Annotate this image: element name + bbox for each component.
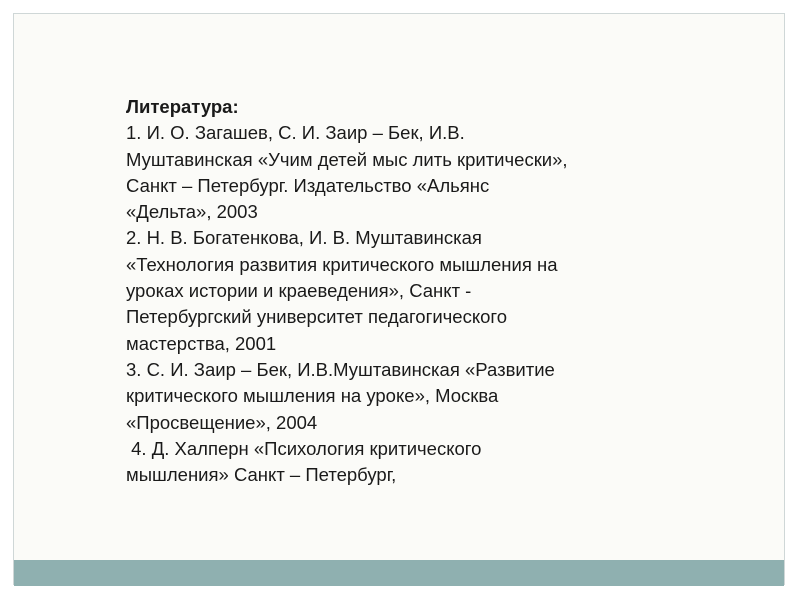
text-line: 4. Д. Халперн «Психология критического bbox=[126, 437, 482, 459]
text-line: «Технология развития критического мышления на bbox=[126, 253, 558, 275]
text-line: уроках истории и краеведения», Санкт - bbox=[126, 280, 472, 302]
text-line: 2. Н. В. Богатенкова, И. В. Муштавинская bbox=[126, 227, 482, 249]
text-line: критического мышления на уроке», Москва bbox=[126, 385, 499, 407]
text-line: Муштавинская «Учим детей мыс лить критически», bbox=[126, 148, 568, 170]
text-line: 3. С. И. Заир – Бек, И.В.Муштавинская «Развитие bbox=[126, 358, 555, 380]
text-line: «Просвещение», 2004 bbox=[126, 411, 318, 433]
text-line: Петербургский университет педагогического bbox=[126, 306, 508, 328]
literature-list bbox=[126, 94, 686, 488]
text-line: Санкт – Петербург. Издательство «Альянс bbox=[126, 174, 490, 196]
literature-heading: Литература: bbox=[126, 96, 239, 117]
text-line: мышления» Санкт – Петербург, bbox=[126, 464, 397, 486]
text-line: «Дельта», 2003 bbox=[126, 201, 258, 223]
text-line: мастерства, 2001 bbox=[126, 332, 277, 354]
text-line: 1. И. О. Загашев, С. И. Заир – Бек, И.В. bbox=[126, 122, 465, 144]
bottom-accent-bar bbox=[14, 560, 784, 586]
